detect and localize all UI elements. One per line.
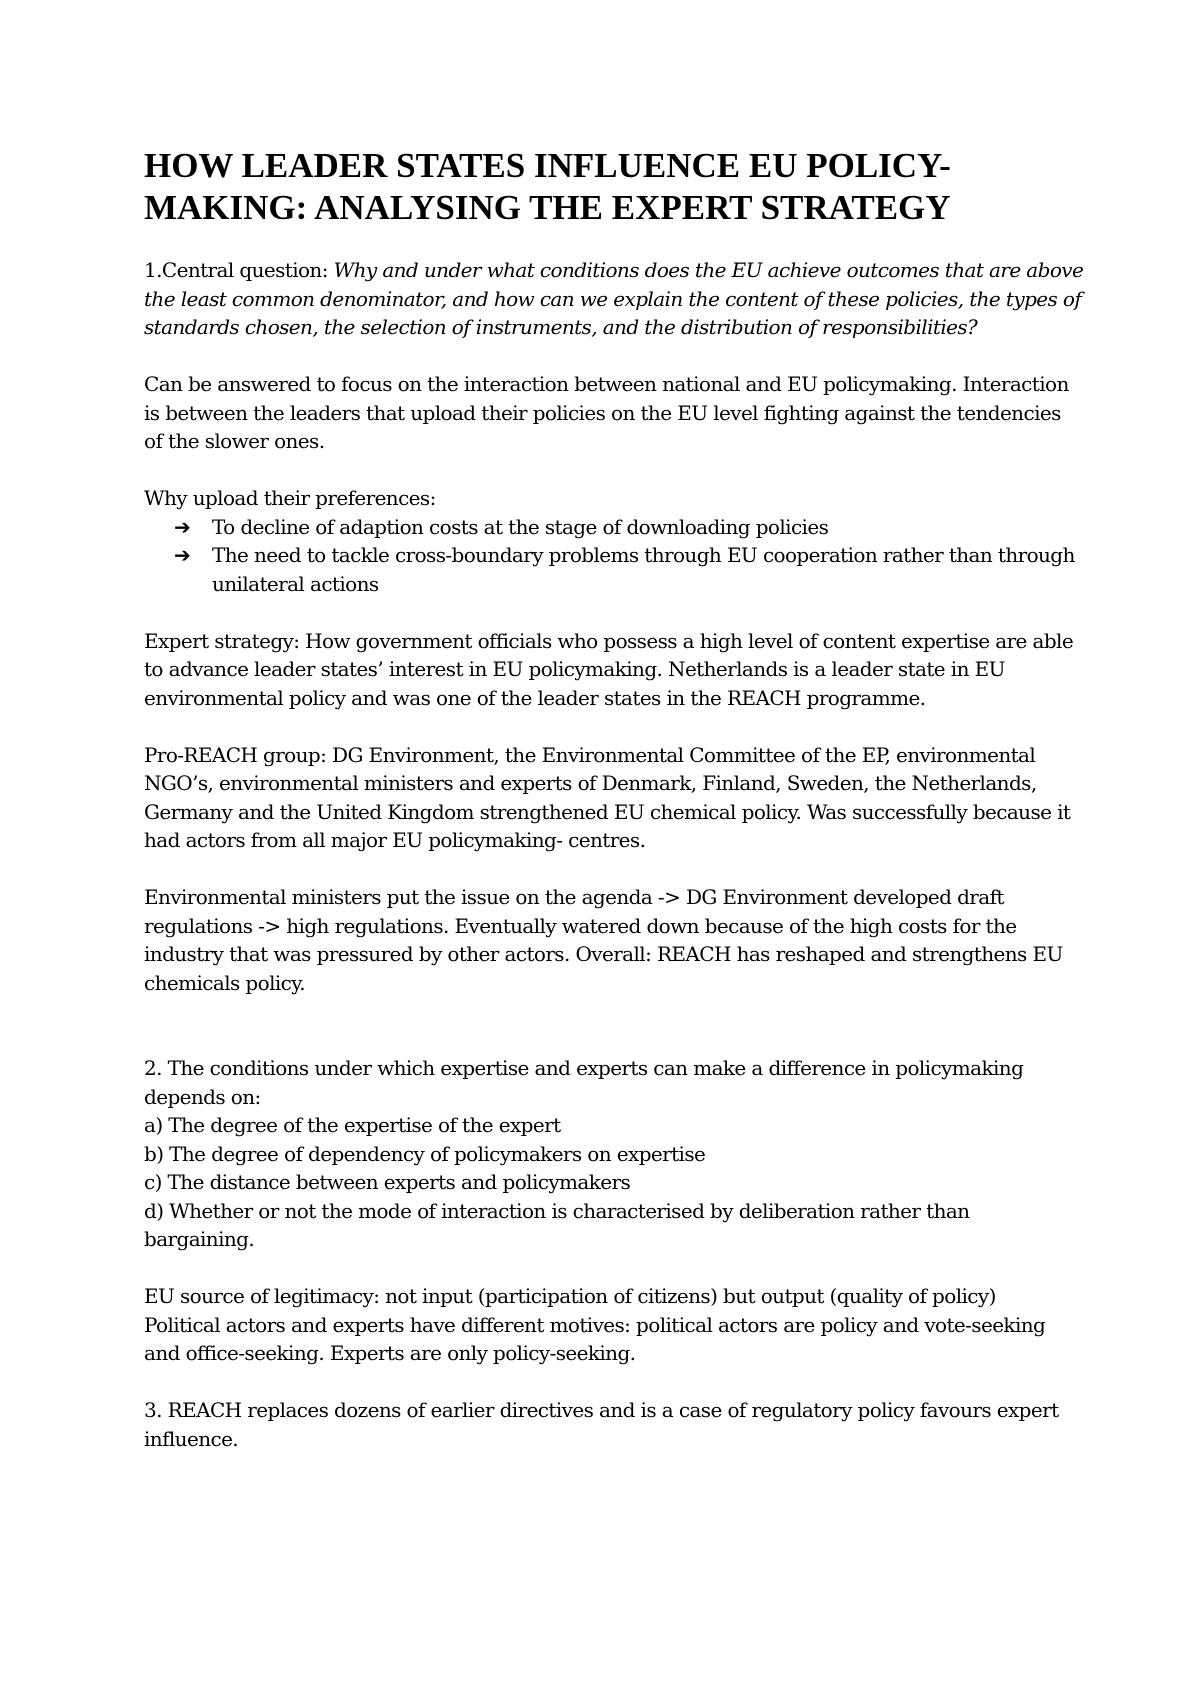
conditions-intro: 2. The conditions under which expertise and experts can make a difference in policymaking depends on: xyxy=(144,1056,1024,1109)
arrow-right-icon: ➔ xyxy=(174,543,191,567)
central-question-label: 1.Central question: xyxy=(144,258,334,282)
condition-item: d) Whether or not the mode of interaction is characterised by deliberation rather than bargaining. xyxy=(144,1198,970,1251)
motives-paragraph: Political actors and experts have different motives: political actors are policy and vote-seeking and office-seeking. Experts are only policy-seeking. xyxy=(144,1312,1046,1365)
document-page xyxy=(144,145,1084,1482)
list-item: ➔ The need to tackle cross-boundary problems through EU cooperation rather than through unilateral actions xyxy=(174,543,1075,596)
pro-reach-paragraph: Pro-REACH group: DG Environment, the Environmental Committee of the EP, environmental NGO’s, environmental ministers and experts of Denmark, Finland, Sweden, the Netherlands, Germany and the United Kingdom strengthened EU chemical policy. Was successfully because it had actors from all major EU policymaking- centres. xyxy=(144,742,1071,852)
central-question-paragraph xyxy=(144,256,1084,342)
environmental-ministers-paragraph: Environmental ministers put the issue on the agenda -> DG Environment developed draft regulations -> high regulations. Eventually watered down because of the high costs for the industry that was pressured by other actors. Overall: REACH has reshaped and strengthens EU chemicals policy. xyxy=(144,885,1063,995)
condition-item: a) The degree of the expertise of the expert xyxy=(144,1113,561,1137)
list-item: ➔ To decline of adaption costs at the stage of downloading policies xyxy=(174,513,1084,542)
spacer xyxy=(144,1026,1084,1055)
condition-item: c) The distance between experts and policymakers xyxy=(144,1170,631,1194)
expert-strategy-paragraph: Expert strategy: How government officials who possess a high level of content expertise are able to advance leader states’ interest in EU policymaking. Netherlands is a leader state in EU environmental policy and was one of the leader states in the REACH programme. xyxy=(144,628,1074,710)
upload-reasons-list xyxy=(144,513,1084,599)
legitimacy-paragraph: EU source of legitimacy: not input (participation of citizens) but output (quality of policy) xyxy=(144,1284,996,1308)
upload-intro: Why upload their preferences: xyxy=(144,486,436,510)
central-question-text: Why and under what conditions does the EU achieve outcomes that are above the least common denominator, and how can we explain the content of these policies, the types of standards chosen, the selection of instruments, and the distribution of responsibilities? xyxy=(144,258,1084,339)
reach-paragraph: 3. REACH replaces dozens of earlier directives and is a case of regulatory policy favours expert influence. xyxy=(144,1398,1059,1451)
arrow-right-icon: ➔ xyxy=(174,514,191,539)
document-title: HOW LEADER STATES INFLUENCE EU POLICY-MAKING: ANALYSING THE EXPERT STRATEGY xyxy=(144,146,951,227)
interaction-paragraph: Can be answered to focus on the interaction between national and EU policymaking. Interaction is between the leaders that upload their policies on the EU level fighting against the tendencies of the slower ones. xyxy=(144,372,1069,453)
condition-item: b) The degree of dependency of policymakers on expertise xyxy=(144,1141,706,1166)
